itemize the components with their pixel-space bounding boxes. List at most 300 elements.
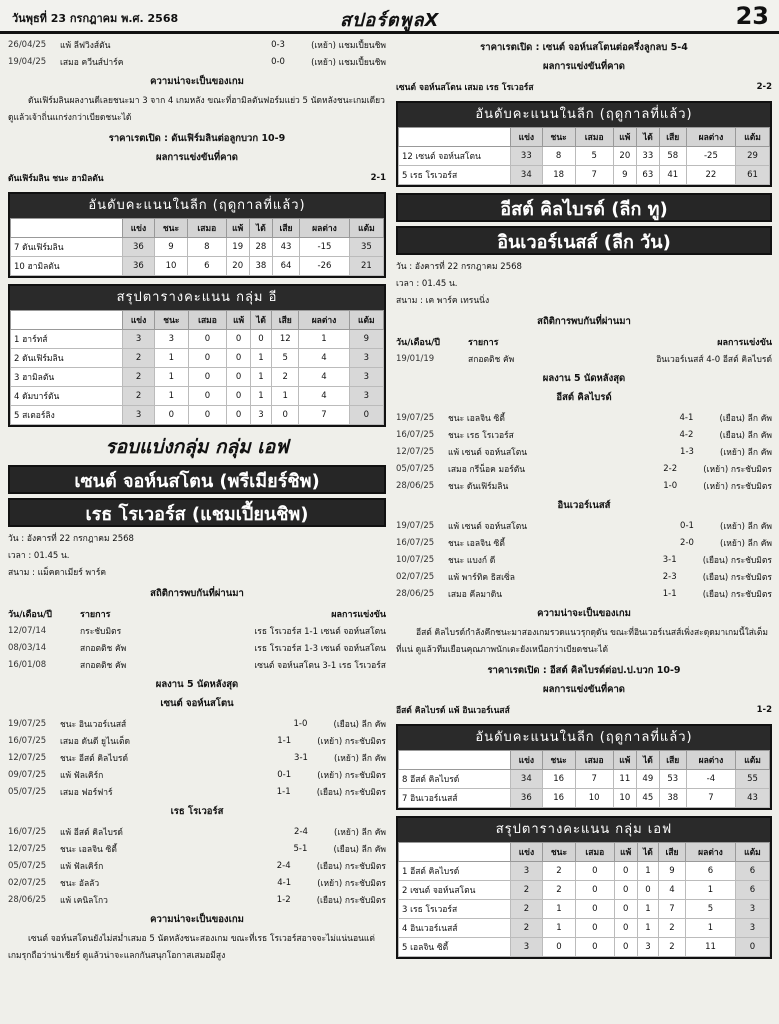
table-row [399,938,770,957]
team-name-cell: 7 อินเวอร์เนสส์ [399,789,511,808]
column-header: เสมอ [188,311,227,330]
team-a-results [8,715,386,800]
column-header: แข่ง [511,843,543,862]
team-name-cell: 4 ดัมบาร์ตัน [11,387,123,406]
stat-cell: 2 [658,938,685,957]
column-header: ชนะ [542,843,575,862]
column-header: ได้ [636,751,659,770]
venue-competition: (เยือน) กระชับมิตร [702,572,772,583]
stat-cell: 38 [659,789,686,808]
result-row [396,409,772,426]
stat-cell: 6 [686,862,736,881]
table-caption: อันดับคะแนนในลีก (ฤดูกาลที่แล้ว) [398,103,770,127]
venue-competition: (เหย้า) ลีก คัพ [720,538,772,549]
stat-cell: 2 [272,368,299,387]
team-name-cell: 2 ดันเฟิร์มลิน [11,349,123,368]
header-blank [399,128,511,147]
league-table-last-season-3 [396,724,772,810]
table-row [11,349,384,368]
result-row [396,477,772,494]
stat-cell: 0 [155,406,189,425]
match-date: 08/03/14 [8,642,47,653]
result-row [8,749,386,766]
stat-cell: -4 [686,770,735,789]
stat-cell: 2 [511,919,543,938]
venue-competition: (เหย้า) กระชับมิตร [317,770,386,781]
column-header: แพ้ [613,751,636,770]
prediction-row-2: เซนต์ จอห์นสโตน เสมอ เรธ โรเวอร์ส 2-2 [396,81,772,93]
column-header: แต้ม [349,311,383,330]
result-row [8,891,386,908]
stat-cell: 0 [576,881,614,900]
stat-cell: 63 [636,166,659,185]
column-header: แต้ม [736,128,770,147]
opponent-result: ชนะ อินเวอร์เนสส์ [60,719,127,730]
stat-cell: 2 [511,900,543,919]
column-header: แพ้ [614,843,637,862]
match-result: เรธ โรเวอร์ส 1-3 เซนต์ จอห์นสโตน [254,643,386,654]
issue-date: วันพุธที่ 23 กรกฎาคม พ.ศ. 2568 [12,12,179,25]
stat-cell: 22 [686,166,735,185]
stat-cell: 7 [658,900,685,919]
opponent-result: แพ้ เซนต์ จอห์นสโตน [448,447,528,458]
stat-cell: 8 [542,147,575,166]
score: 1-1 [276,786,291,797]
result-row [8,840,386,857]
stat-cell: 1 [250,368,271,387]
stat-cell: 3 [349,368,383,387]
stat-cell: 7 [299,406,349,425]
stat-cell: 33 [636,147,659,166]
result-row [396,551,772,568]
venue-competition: (เหย้า) กระชับมิตร [703,464,772,475]
stat-cell: 0 [614,919,637,938]
stat-cell: 58 [659,147,686,166]
group-f-table [396,816,772,959]
result-row [8,823,386,840]
stat-cell: 0 [542,938,575,957]
stat-cell: 3 [155,330,189,349]
opponent-result: แพ้ ลีฟวิงส์ตัน [60,40,111,51]
result-row [8,715,386,732]
match-date: 26/04/25 [8,39,47,50]
h2h-header-2: วัน/เดือน/ปี รายการ ผลการแข่งขัน [396,337,772,348]
stat-cell: 41 [659,166,686,185]
column-header: ชนะ [542,128,575,147]
stat-cell: 55 [736,770,770,789]
h2h-title: สถิติการพบกันที่ผ่านมา [150,588,244,599]
venue-competition: (เยือน) ลีก คัพ [333,719,386,730]
venue-competition: (เยือน) กระชับมิตร [316,861,386,872]
h2h-header: วัน/เดือน/ปี รายการ ผลการแข่งขัน [8,609,386,620]
result-row [8,766,386,783]
opponent-result: ชนะ เอลจิน ซิตี้ [448,413,505,424]
table-row [399,881,770,900]
match-date: 05/07/25 [396,463,435,474]
stat-cell: 1 [155,387,189,406]
column-header: เสมอ [576,843,614,862]
stat-cell: 3 [349,387,383,406]
stat-cell: 35 [349,238,383,257]
result-row [8,857,386,874]
match-date: 19/01/19 [396,353,435,364]
stat-cell: 19 [226,238,249,257]
h2h-row [8,639,386,656]
venue-competition: (เหย้า) กระชับมิตร [703,481,772,492]
column-header: แต้ม [349,219,383,238]
stat-cell: 10 [154,257,187,276]
match-date: 16/07/25 [396,429,435,440]
top-results [8,36,386,70]
opponent-result: ชนะ อัลลัว [60,878,100,889]
stat-cell: 0 [735,938,769,957]
stat-cell: 3 [735,919,769,938]
stat-cell: 16 [542,770,575,789]
stat-cell: 0 [576,919,614,938]
stat-cell: 2 [542,862,575,881]
last5-title: ผลงาน 5 นัดหลังสุด [155,679,239,690]
venue-competition: (เหย้า) ลีก คัพ [720,521,772,532]
score: 3-1 [294,752,308,763]
opponent-result: เสมอ ฟอร์ฟาร์ [60,787,113,798]
column-header: ชนะ [542,751,575,770]
table-row [11,238,384,257]
result-row [396,460,772,477]
stat-cell: 10 [575,789,613,808]
stat-cell: 7 [686,789,735,808]
column-header: เสีย [659,128,686,147]
opponent-result: แพ้ เซนต์ จอห์นสโตน [448,521,528,532]
stat-cell: 43 [272,238,299,257]
score: 0-3 [271,39,285,50]
stat-cell: 3 [123,330,155,349]
stat-cell: 0 [250,330,271,349]
match-date: 19/07/25 [396,520,435,531]
stat-cell: 6 [735,862,769,881]
column-header: เสีย [658,843,685,862]
opponent-result: ชนะ เรธ โรเวอร์ส [448,430,514,441]
round-title: รอบแบ่งกลุ่ม กลุ่ม เอฟ [105,436,289,458]
standings-table [398,842,770,957]
column-header: เสีย [659,751,686,770]
stat-cell: 3 [123,406,155,425]
standings-table [398,127,770,185]
stat-cell: 1 [250,349,271,368]
stat-cell: 1 [542,900,575,919]
stat-cell: 3 [511,862,543,881]
table-caption: สรุปตารางคะแนน กลุ่ม เอฟ [398,818,770,842]
stat-cell: 4 [299,349,349,368]
probability-text-2: เซนต์ จอห์นสโตนยังไม่สม่ำเสมอ 5 นัดหลังชนะสองเกม ขณะที่เรธ โรเวอร์สอาจจะไม่แน่นอนแต่เกมรุกถือว่าน่าเชียร์ ดูแล้วน่าจะแลกกันสนุกโอกาสเสมอมีสูง [8,934,375,961]
match-date: 19/07/25 [396,412,435,423]
match-date: 12/07/25 [8,752,47,763]
column-header: เสีย [272,311,299,330]
column-header: ชนะ [154,219,187,238]
column-header: ผลต่าง [299,311,349,330]
result-row [396,426,772,443]
h2h-row [8,622,386,639]
score: 1-1 [277,735,292,746]
result-row [8,783,386,800]
column-header: ได้ [637,843,658,862]
h2h-row [8,656,386,673]
venue-competition: (เยือน) ลีก คัพ [719,413,772,424]
stat-cell: 8 [188,238,226,257]
column-header: แต้ม [736,751,770,770]
match-day: วัน : อังคารที่ 22 กรกฎาคม 2568 [8,534,134,544]
stat-cell: 2 [542,881,575,900]
stat-cell: 0 [227,406,251,425]
probability-text: ดันเฟิร์มลินผลงานดีเลยชนะมา 3 จาก 4 เกมหลัง ขณะที่ฮามิลตันฟอร์มแย่ว 5 นัดหลังชนะเกมเดียว ดูแล้วเจ้าถิ่นแกร่งกว่าเบียดชนะได้ [8,96,385,123]
score: 2-3 [662,571,677,582]
stat-cell: 3 [250,406,271,425]
result-row [8,36,386,53]
stat-cell: 1 [299,330,349,349]
column-header: เสมอ [188,219,226,238]
prediction-row: ดันเฟิร์มลิน ชนะ ฮามิลตัน 2-1 [8,172,386,184]
result-row [8,53,386,70]
probability-text-3: อีสต์ คิลไบรด์กำลังคึกชนะมาสองเกมรวดแนวรุกดุดัน ขณะที่อินเวอร์เนสส์เพิ่งสะดุดมาเกมนี้ใส่เต็มที่แน่ ดูแล้วทีมเยือนคุณภาพนักเตะยังเหนือกว่าเบียดชนะได้ [396,628,768,655]
stat-cell: 1 [686,919,736,938]
team-a-name: เซนต์ จอห์นสโตน [160,698,234,709]
stat-cell: -15 [300,238,350,257]
h2h-title-2: สถิติการพบกันที่ผ่านมา [537,316,631,327]
score: 2-0 [680,537,694,548]
stat-cell: 2 [123,387,155,406]
group-e-table [8,284,386,427]
probability-title: ความน่าจะเป็นของเกม [150,76,244,87]
match-day-2: วัน : อังคารที่ 22 กรกฎาคม 2568 [396,262,522,272]
team-name-cell: 8 อีสต์ คิลไบรด์ [399,770,511,789]
result-row [396,568,772,585]
team-c-name: อีสต์ คิลไบรด์ [556,392,612,403]
result-row [8,732,386,749]
stat-cell: 53 [659,770,686,789]
opening-price-2: ราคาเรตเปิด : เซนต์ จอห์นสโตนต่อครึ่งลูกลบ 5-4 [480,42,688,53]
stat-cell: 0 [576,862,614,881]
column-header: แพ้ [613,128,636,147]
stat-cell: 16 [542,789,575,808]
venue-competition: (เยือน) กระชับมิตร [316,895,386,906]
column-header: แข่ง [511,751,543,770]
score: 2-2 [663,463,678,474]
team-d-name: อินเวอร์เนสส์ [557,500,611,511]
stat-cell: 29 [736,147,770,166]
stat-cell: 0 [188,349,227,368]
result-row [396,443,772,460]
stat-cell: 1 [637,900,658,919]
competition: กระชับมิตร [80,626,122,637]
opponent-result: เสมอ ควีนส์ปาร์ค [60,57,124,68]
team-d-results [396,517,772,602]
competition: สกอตติช คัพ [80,660,127,671]
stat-cell: 36 [123,257,155,276]
venue-competition: (เหย้า) กระชับมิตร [317,878,386,889]
table-row [399,900,770,919]
league-table-last-season-2 [396,101,772,187]
stat-cell: 1 [155,349,189,368]
match-date: 19/07/25 [8,718,47,729]
match-date: 19/04/25 [8,56,47,67]
column-header: ชนะ [155,311,189,330]
team-name-cell: 5 เอลจิน ซิตี้ [399,938,511,957]
stat-cell: 0 [614,862,637,881]
score: 4-1 [277,877,292,888]
header-blank [11,219,123,238]
opponent-result: แพ้ พาร์ทิค ธิสเซิ่ล [448,572,515,583]
column-header: แข่ง [123,219,155,238]
last5-title-2: ผลงาน 5 นัดหลังสุด [542,373,626,384]
home-team-banner-2: อีสต์ คิลไบรด์ (ลีก ทู) [396,193,772,222]
score: 1-1 [662,588,677,599]
stat-cell: 64 [272,257,299,276]
stat-cell: 21 [349,257,383,276]
stat-cell: -26 [300,257,350,276]
venue-competition: (เยือน) กระชับมิตร [702,555,772,566]
match-date: 28/06/25 [396,480,435,491]
stat-cell: 2 [511,881,543,900]
stat-cell: 33 [511,147,543,166]
stat-cell: 0 [188,387,227,406]
stat-cell: 3 [349,349,383,368]
stat-cell: 5 [575,147,613,166]
stat-cell: 20 [613,147,636,166]
table-row [399,789,770,808]
stat-cell: 9 [154,238,187,257]
match-date: 02/07/25 [396,571,435,582]
score: 3-1 [662,554,677,565]
match-date: 12/07/14 [8,625,47,636]
score: 5-1 [293,843,308,854]
h2h-row [396,350,772,367]
stat-cell: 6 [188,257,226,276]
column-header: ได้ [636,128,659,147]
stat-cell: 9 [613,166,636,185]
venue-competition: (เยือน) กระชับมิตร [702,589,772,600]
stat-cell: 0 [576,938,614,957]
header-blank [11,311,123,330]
venue-competition: (เยือน) กระชับมิตร [316,787,386,798]
opponent-result: เสมอ กรีน็อค มอร์ตัน [448,464,526,475]
stat-cell: 1 [637,862,658,881]
opponent-result: ชนะ เอลจิน ซิตี้ [448,538,505,549]
stat-cell: 1 [250,387,271,406]
competition: สกอตติช คัพ [468,354,515,365]
column-header: ได้ [250,311,271,330]
prediction-row-3: อีสต์ คิลไบรด์ แพ้ อินเวอร์เนสส์ 1-2 [396,704,772,716]
stat-cell: 34 [511,770,543,789]
score: 0-0 [271,56,285,67]
stat-cell: 0 [188,406,227,425]
venue-competition: (เยือน) ลีก คัพ [333,844,386,855]
table-row [11,406,384,425]
match-date: 16/07/25 [396,537,435,548]
team-name-cell: 5 เรธ โรเวอร์ส [399,166,511,185]
match-result: เรธ โรเวอร์ส 1-1 เซนต์ จอห์นสโตน [254,626,386,637]
table-row [399,770,770,789]
column-header: เสมอ [575,128,613,147]
table-row [399,166,770,185]
column-header: ผลต่าง [300,219,350,238]
stat-cell: 0 [227,387,251,406]
opponent-result: แพ้ อีสต์ คิลไบรด์ [60,827,123,838]
page-number: 23 [735,2,769,30]
match-date: 12/07/25 [396,446,435,457]
column-header: แพ้ [227,311,251,330]
standings-table [398,750,770,808]
away-team-banner: เรธ โรเวอร์ส (แชมเปี้ยนชิพ) [8,498,386,527]
venue-competition: (เหย้า) ลีก คัพ [334,753,386,764]
match-result: อินเวอร์เนสส์ 4-0 อีสต์ คิลไบรด์ [656,354,772,365]
stat-cell: -25 [686,147,735,166]
team-name-cell: 1 ฮาร์ทส์ [11,330,123,349]
venue-competition: (เหย้า) แชมเปี้ยนชิพ [311,57,386,68]
score: 1-0 [663,480,678,491]
stat-cell: 34 [511,166,543,185]
table-caption: สรุปตารางคะแนน กลุ่ม อี [10,286,384,310]
venue-competition: (เหย้า) กระชับมิตร [317,736,386,747]
score: 2-4 [276,860,291,871]
stat-cell: 38 [249,257,272,276]
stat-cell: 9 [349,330,383,349]
opponent-result: เสมอ คีลมาดิน [448,589,503,600]
team-name-cell: 3 ฮามิลตัน [11,368,123,387]
match-date: 16/01/08 [8,659,47,670]
stat-cell: 43 [736,789,770,808]
match-time-2: เวลา : 01.45 น. [396,279,458,289]
opening-price-3: ราคาเรตเปิด : อีสต์ คิลไบรด์ต่อป.ป.บวก 10-9 [487,665,681,676]
stat-cell: 0 [272,406,299,425]
stat-cell: 0 [637,881,658,900]
score: 1-0 [293,718,308,729]
stat-cell: 4 [299,387,349,406]
prediction-title-3: ผลการแข่งขันที่คาด [543,684,625,695]
column-header: ได้ [249,219,272,238]
stat-cell: 1 [637,919,658,938]
team-name-cell: 7 ดันเฟิร์มลิน [11,238,123,257]
team-b-name: เรธ โรเวอร์ส [170,806,224,817]
stat-cell: 1 [542,919,575,938]
home-team-banner: เซนต์ จอห์นสโตน (พรีเมียร์ชิพ) [8,465,386,494]
match-date: 09/07/25 [8,769,47,780]
stat-cell: 3 [735,900,769,919]
table-row [399,919,770,938]
opponent-result: ชนะ เอลจิน ซิตี้ [60,844,117,855]
column-header: ผลต่าง [686,128,735,147]
probability-title-2: ความน่าจะเป็นของเกม [150,914,244,925]
left-column [8,36,386,1024]
table-row [11,257,384,276]
stat-cell: 18 [542,166,575,185]
stat-cell: 0 [188,330,227,349]
column-header: เสีย [272,219,299,238]
table-row [11,368,384,387]
stat-cell: 11 [686,938,736,957]
match-date: 05/07/25 [8,860,47,871]
stat-cell: 49 [636,770,659,789]
team-name-cell: 2 เซนต์ จอห์นสโตน [399,881,511,900]
team-name-cell: 5 สเตอร์ลิง [11,406,123,425]
column-header: ผลต่าง [686,751,735,770]
score: 2-4 [294,826,308,837]
stat-cell: 61 [736,166,770,185]
team-b-results [8,823,386,908]
stat-cell: 5 [686,900,736,919]
stat-cell: 7 [575,770,613,789]
stat-cell: 1 [155,368,189,387]
stat-cell: 28 [249,238,272,257]
match-result: เซนต์ จอห์นสโตน 3-1 เรธ โรเวอร์ส [254,660,386,671]
